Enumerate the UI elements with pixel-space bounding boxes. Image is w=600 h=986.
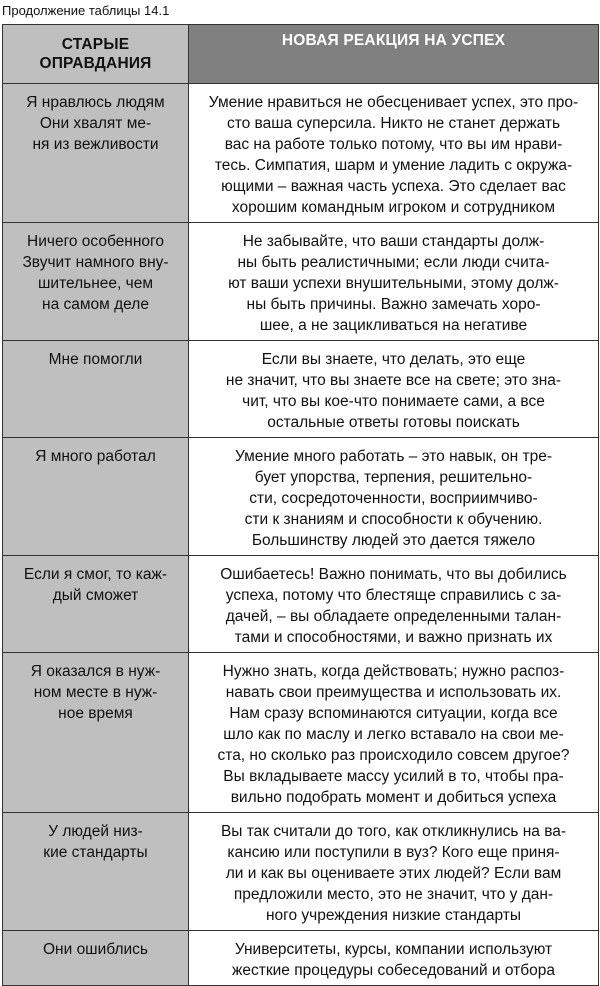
new-reaction-line: тами и способностями, и важно признать их	[234, 629, 553, 646]
new-reaction-line: Умение нравиться не обесценивает успех, это про-	[208, 94, 579, 111]
old-excuse-cell	[3, 341, 189, 438]
new-reaction-line: остальные ответы готовы поискать	[267, 414, 520, 431]
new-reaction-line: ного учреждения низкие стандарты	[266, 907, 521, 924]
header-new-reaction	[189, 25, 599, 84]
table-row	[3, 341, 599, 438]
new-reaction-line: Университеты, курсы, компании используют	[234, 941, 553, 958]
old-excuse-line: Они хвалят ме-	[39, 115, 152, 132]
table-row	[3, 223, 599, 341]
new-reaction-cell	[189, 556, 599, 653]
old-excuse-line: шительнее, чем	[37, 275, 153, 292]
old-excuse-line: Я оказался в нуж-	[30, 663, 161, 680]
header-new-line: НОВАЯ РЕАКЦИЯ НА УСПЕХ	[281, 32, 506, 49]
old-excuse-cell	[3, 556, 189, 653]
new-reaction-line: Если вы знаете, что делать, это еще	[261, 351, 526, 368]
old-excuse-cell	[3, 223, 189, 341]
header-old-line: СТАРЫЕ	[61, 36, 130, 53]
old-excuse-line: Мне помогли	[48, 351, 143, 368]
old-excuse-line: на самом деле	[42, 296, 149, 313]
table-caption: Продолжение таблицы 14.1	[2, 3, 170, 18]
new-reaction-line: Умение много работать – это навык, он тре-	[234, 448, 553, 465]
new-reaction-line: успеха, потому что блестяще справились с за-	[225, 587, 562, 604]
old-excuse-line: Я нравлюсь людям	[26, 94, 165, 111]
new-reaction-line: ли и как вы оцениваете этих людей? Если вам	[225, 865, 562, 882]
new-reaction-line: Вы так считали до того, как откликнулись на ва-	[220, 823, 567, 840]
new-reaction-line: ны быть реалистичными; если люди счита-	[237, 254, 550, 271]
old-excuse-cell	[3, 84, 189, 223]
new-reaction-cell	[189, 438, 599, 556]
old-excuse-line: дый сможет	[52, 587, 139, 604]
table-row	[3, 84, 599, 223]
old-excuse-line: ном месте в нуж-	[33, 684, 158, 701]
new-reaction-cell	[189, 653, 599, 813]
old-excuse-cell	[3, 438, 189, 556]
new-reaction-line: дачей, – вы обладаете определенными талан-	[225, 608, 562, 625]
old-excuse-line: Если я смог, то каж-	[23, 566, 168, 583]
new-reaction-line: предложили место, это не значит, что у дан-	[233, 886, 554, 903]
new-reaction-line: Нужно знать, когда действовать; нужно распоз-	[222, 663, 565, 680]
new-reaction-line: Нам сразу вспоминаются ситуации, когда все	[229, 705, 558, 722]
header-old-excuses	[3, 25, 189, 84]
old-excuse-line: Они ошиблись	[42, 941, 148, 958]
table-header-row	[3, 25, 599, 84]
new-reaction-cell	[189, 931, 599, 986]
new-reaction-line: Ошибаетесь! Важно понимать, что вы добились	[220, 566, 567, 583]
table-body	[3, 84, 599, 986]
new-reaction-line: Большинству людей это дается тяжело	[251, 532, 536, 549]
new-reaction-line: навать свои преимущества и использовать их.	[225, 684, 562, 701]
old-excuse-line: Ничего особенного	[27, 233, 164, 250]
new-reaction-cell	[189, 341, 599, 438]
new-reaction-line: не значит, что вы знаете все на свете; это зна-	[225, 372, 562, 389]
new-reaction-cell	[189, 813, 599, 931]
new-reaction-cell	[189, 223, 599, 341]
table-row	[3, 438, 599, 556]
new-reaction-line: ны быть причины. Важно замечать хоро-	[246, 296, 541, 313]
new-reaction-line: вас на работе только потому, что вы им нрави-	[224, 136, 563, 153]
old-excuse-cell	[3, 813, 189, 931]
table-row	[3, 653, 599, 813]
new-reaction-line: шее, а не зацикливаться на негативе	[259, 317, 528, 334]
new-reaction-line: хорошим командным игроком и сотрудником	[231, 199, 556, 216]
new-reaction-line: кансию или поступили в вуз? Кого еще приня-	[227, 844, 560, 861]
new-reaction-cell	[189, 84, 599, 223]
excuses-table	[2, 24, 599, 986]
new-reaction-line: ющими – важная часть успеха. Это сделает вас	[221, 178, 566, 195]
table-row	[3, 556, 599, 653]
new-reaction-line: чит, что вы кое-что понимаете сами, а все	[242, 393, 545, 410]
old-excuse-line: ное время	[58, 705, 133, 722]
new-reaction-line: Не забывайте, что ваши стандарты долж-	[242, 233, 545, 250]
new-reaction-line: жесткие процедуры собеседований и отбора	[231, 962, 556, 979]
new-reaction-line: тесь. Симпатия, шарм и умение ладить с окружа-	[214, 157, 573, 174]
new-reaction-line: Вы вкладываете массу усилий в то, чтобы пра-	[223, 768, 564, 785]
old-excuse-line: У людей низ-	[48, 823, 143, 840]
new-reaction-line: бует упорства, терпения, решительно-	[254, 469, 533, 486]
old-excuse-cell	[3, 653, 189, 813]
new-reaction-line: ют ваши успехи внушительными, этому долж-	[228, 275, 559, 292]
old-excuse-line: Я много работал	[35, 448, 156, 465]
old-excuse-cell	[3, 931, 189, 986]
old-excuse-line: кие стандарты	[43, 844, 148, 861]
new-reaction-line: сти к знаниям и способности к обучению.	[244, 511, 543, 528]
new-reaction-line: сти, сосредоточенности, восприимчиво-	[249, 490, 538, 507]
table-row	[3, 813, 599, 931]
new-reaction-line: шло как по маслу и легко вставало на свои ме-	[223, 726, 564, 743]
table-row	[3, 931, 599, 986]
old-excuse-line: ня из вежливости	[32, 136, 159, 153]
old-excuse-line: Звучит намного вну-	[22, 254, 169, 271]
new-reaction-line: ста, но сколько раз происходило совсем другое?	[217, 747, 570, 764]
header-old-line: ОПРАВДАНИЯ	[39, 55, 152, 72]
new-reaction-line: вильно подобрать момент и добиться успеха	[230, 789, 557, 806]
new-reaction-line: сто ваша суперсила. Никто не станет держать	[226, 115, 561, 132]
